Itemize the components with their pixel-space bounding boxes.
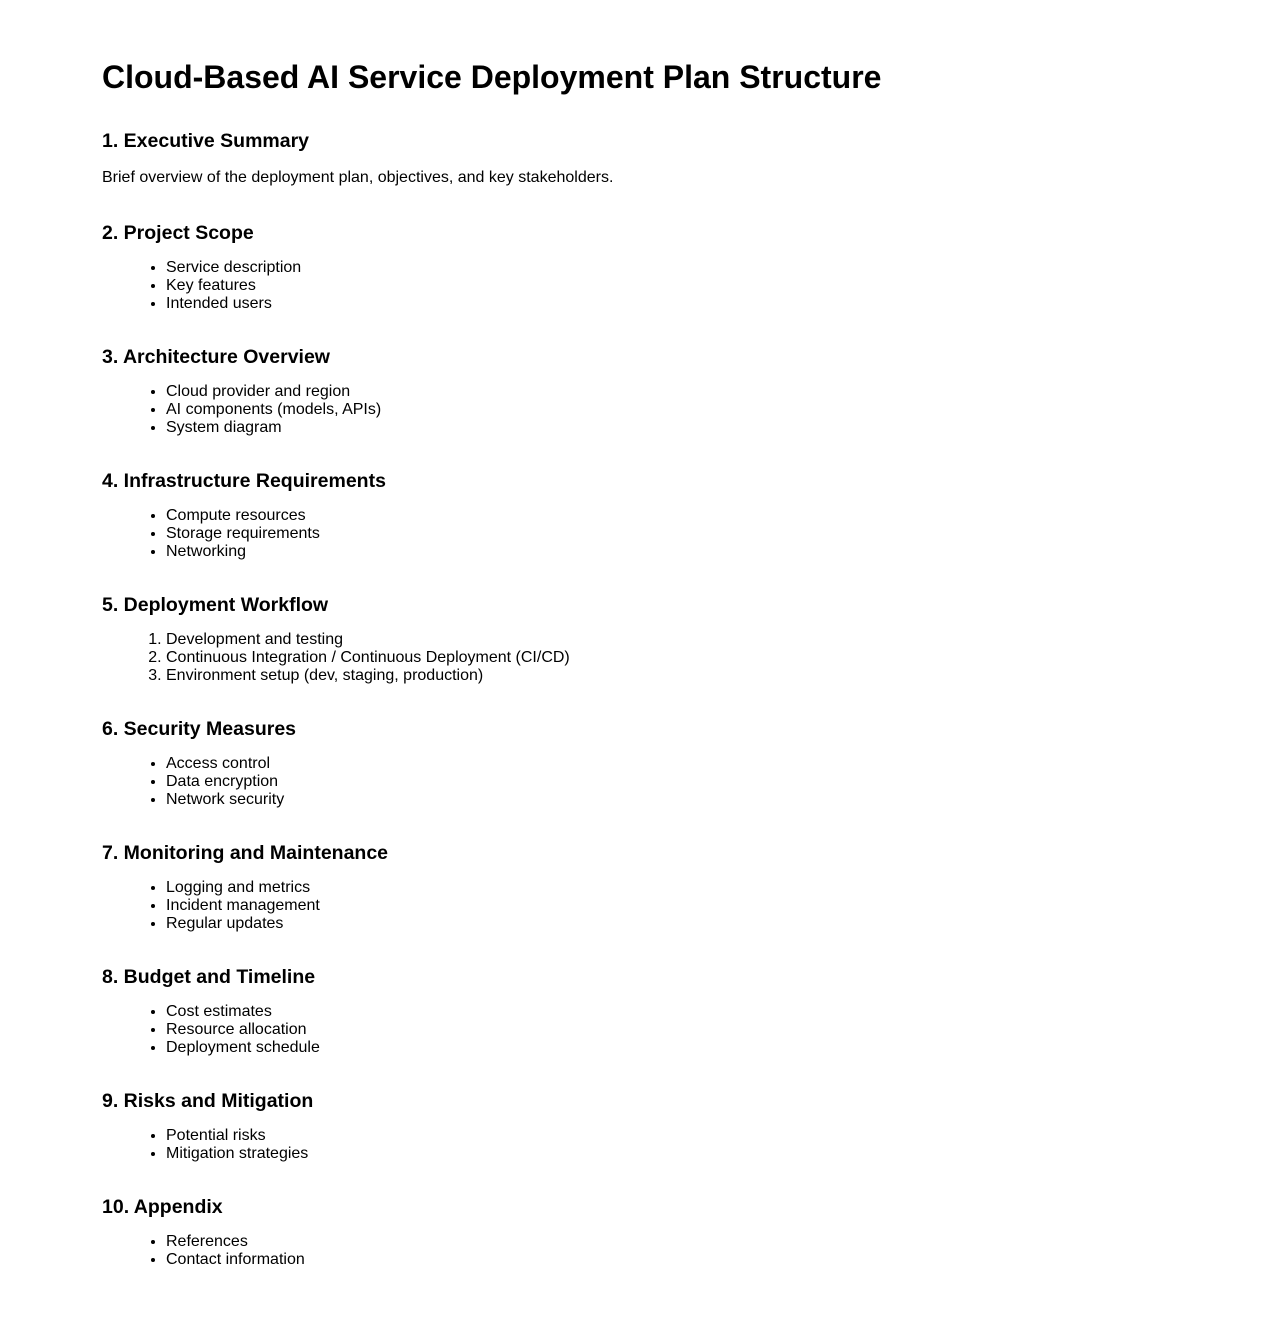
section-appendix [102, 1196, 1263, 1269]
list-item: • Potential risks [166, 1127, 1263, 1145]
bullet-list [102, 383, 1263, 437]
list-item: • AI components (models, APIs) [166, 401, 1263, 419]
list-item: • References [166, 1233, 1263, 1251]
section-security-measures [102, 718, 1263, 809]
list-item: • Intended users [166, 295, 1263, 313]
list-item: 3. Environment setup (dev, staging, production) [166, 667, 1263, 685]
list-item: • Storage requirements [166, 525, 1263, 543]
page-title: Cloud-Based AI Service Deployment Plan Structure [102, 59, 882, 95]
list-item: • Cost estimates [166, 1003, 1263, 1021]
section-heading: 6. Security Measures [102, 718, 297, 740]
bullet-list [102, 259, 1263, 313]
bullet-list [102, 1233, 1263, 1269]
list-item: • Contact information [166, 1251, 1263, 1269]
list-item: 1. Development and testing [166, 631, 1263, 649]
section-heading: 8. Budget and Timeline [102, 966, 316, 988]
section-monitoring-maintenance [102, 842, 1263, 933]
section-executive-summary [102, 130, 1263, 187]
list-item: • Resource allocation [166, 1021, 1263, 1039]
list-item: • Mitigation strategies [166, 1145, 1263, 1163]
section-risks-mitigation [102, 1090, 1263, 1163]
list-item: • Networking [166, 543, 1263, 561]
section-text: Brief overview of the deployment plan, objectives, and key stakeholders. [102, 169, 614, 186]
list-item: • Network security [166, 791, 1263, 809]
list-item: • Key features [166, 277, 1263, 295]
bullet-list [102, 1127, 1263, 1163]
section-deployment-workflow [102, 594, 1263, 685]
section-heading: 2. Project Scope [102, 222, 254, 244]
list-item: 2. Continuous Integration / Continuous Deployment (CI/CD) [166, 649, 1263, 667]
section-project-scope [102, 222, 1263, 313]
section-heading: 7. Monitoring and Maintenance [102, 842, 389, 864]
list-item: • System diagram [166, 419, 1263, 437]
list-item: • Compute resources [166, 507, 1263, 525]
section-budget-timeline [102, 966, 1263, 1057]
list-item: • Service description [166, 259, 1263, 277]
section-heading: 10. Appendix [102, 1196, 223, 1218]
numbered-list [102, 631, 1263, 685]
section-heading: 5. Deployment Workflow [102, 594, 329, 616]
section-architecture-overview [102, 346, 1263, 437]
list-item: • Deployment schedule [166, 1039, 1263, 1057]
section-heading: 1. Executive Summary [102, 130, 310, 152]
section-heading: 9. Risks and Mitigation [102, 1090, 314, 1112]
list-item: • Logging and metrics [166, 879, 1263, 897]
section-heading: 4. Infrastructure Requirements [102, 470, 386, 492]
bullet-list [102, 879, 1263, 933]
list-item: • Data encryption [166, 773, 1263, 791]
list-item: • Incident management [166, 897, 1263, 915]
bullet-list [102, 1003, 1263, 1057]
bullet-list [102, 755, 1263, 809]
bullet-list [102, 507, 1263, 561]
section-infrastructure-requirements [102, 470, 1263, 561]
list-item: • Regular updates [166, 915, 1263, 933]
list-item: • Access control [166, 755, 1263, 773]
section-heading: 3. Architecture Overview [102, 346, 330, 368]
list-item: • Cloud provider and region [166, 383, 1263, 401]
